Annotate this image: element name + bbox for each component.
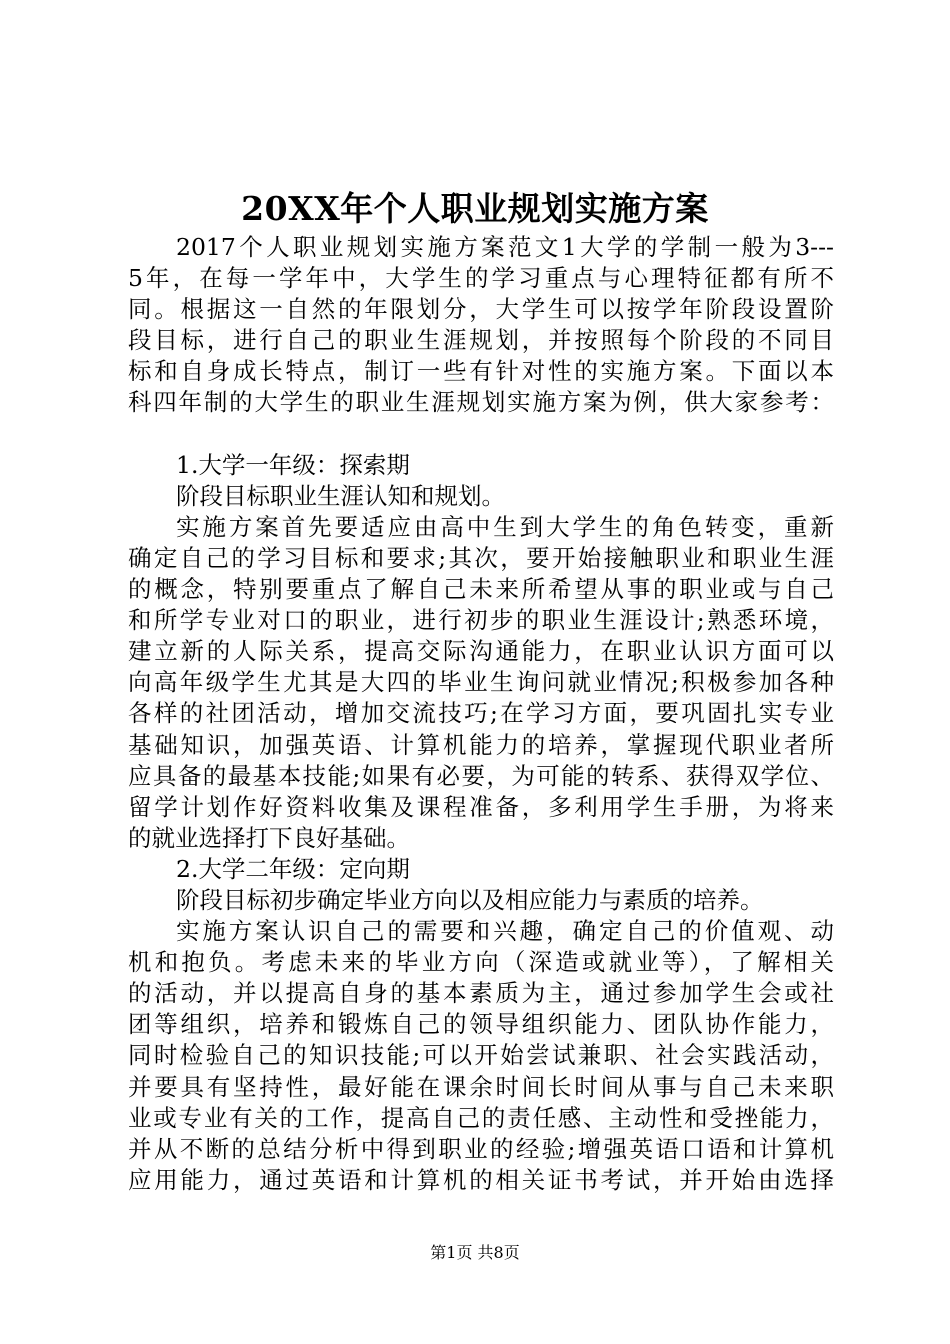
paragraph-line: 科四年制的大学生的职业生涯规划实施方案为例，供大家参考：	[128, 388, 834, 417]
section-heading: 1.大学一年级：探索期	[176, 450, 410, 479]
paragraph-line: 同时检验自己的知识技能;可以开始尝试兼职、社会实践活动，	[128, 1041, 834, 1070]
paragraph-line: 的概念，特别要重点了解自己未来所希望从事的职业或与自己	[128, 575, 834, 604]
paragraph-line: 实施方案首先要适应由高中生到大学生的角色转变，重新	[176, 512, 834, 541]
paragraph-line: 团等组织，培养和锻炼自己的领导组织能力、团队协作能力，	[128, 1010, 834, 1039]
document-body	[128, 232, 834, 1196]
paragraph-line: 业或专业有关的工作，提高自己的责任感、主动性和受挫能力，	[128, 1103, 834, 1132]
paragraph-line: 阶段目标初步确定毕业方向以及相应能力与素质的培养。	[176, 885, 764, 914]
paragraph-line: 各样的社团活动，增加交流技巧;在学习方面，要巩固扎实专业	[128, 699, 834, 728]
paragraph-line: 同。根据这一自然的年限划分，大学生可以按学年阶段设置阶	[128, 295, 834, 324]
section-heading: 2.大学二年级：定向期	[176, 854, 410, 883]
paragraph-line: 留学计划作好资料收集及课程准备，多利用学生手册，为将来	[128, 792, 834, 821]
paragraph-line: 的活动，并以提高自身的基本素质为主，通过参加学生会或社	[128, 979, 834, 1008]
paragraph-line: 应具备的最基本技能;如果有必要，为可能的转系、获得双学位、	[128, 761, 834, 790]
page-number-footer: 第1页 共8页	[430, 1243, 520, 1262]
paragraph-line: 应用能力，通过英语和计算机的相关证书考试，并开始由选择	[128, 1165, 834, 1194]
document-title: 20XX年个人职业规划实施方案	[241, 189, 709, 228]
paragraph-line: 建立新的人际关系，提高交际沟通能力，在职业认识方面可以	[128, 637, 834, 666]
paragraph-line: 并从不断的总结分析中得到职业的经验;增强英语口语和计算机	[128, 1134, 834, 1163]
paragraph-line: 的就业选择打下良好基础。	[128, 823, 410, 852]
paragraph-line: 段目标，进行自己的职业生涯规划，并按照每个阶段的不同目	[128, 326, 834, 355]
paragraph-line: 标和自身成长特点，制订一些有针对性的实施方案。下面以本	[128, 357, 834, 386]
paragraph-line: 阶段目标职业生涯认知和规划。	[176, 481, 505, 510]
paragraph-line: 向高年级学生尤其是大四的毕业生询问就业情况;积极参加各种	[128, 668, 834, 697]
paragraph-line: 和所学专业对口的职业，进行初步的职业生涯设计;熟悉环境，	[128, 606, 834, 635]
paragraph-line: 5年，在每一学年中，大学生的学习重点与心理特征都有所不	[128, 264, 834, 293]
paragraph-line: 2017个人职业规划实施方案范文1大学的学制一般为3---	[176, 233, 834, 261]
paragraph-line: 确定自己的学习目标和要求;其次，要开始接触职业和职业生涯	[128, 543, 834, 572]
paragraph-line: 基础知识，加强英语、计算机能力的培养，掌握现代职业者所	[128, 730, 834, 759]
paragraph-line: 实施方案认识自己的需要和兴趣，确定自己的价值观、动	[176, 917, 834, 946]
paragraph-gap	[128, 419, 834, 450]
paragraph-line: 机和抱负。考虑未来的毕业方向（深造或就业等），了解相关	[128, 948, 834, 977]
paragraph-line: 并要具有坚持性，最好能在课余时间长时间从事与自己未来职	[128, 1072, 834, 1101]
